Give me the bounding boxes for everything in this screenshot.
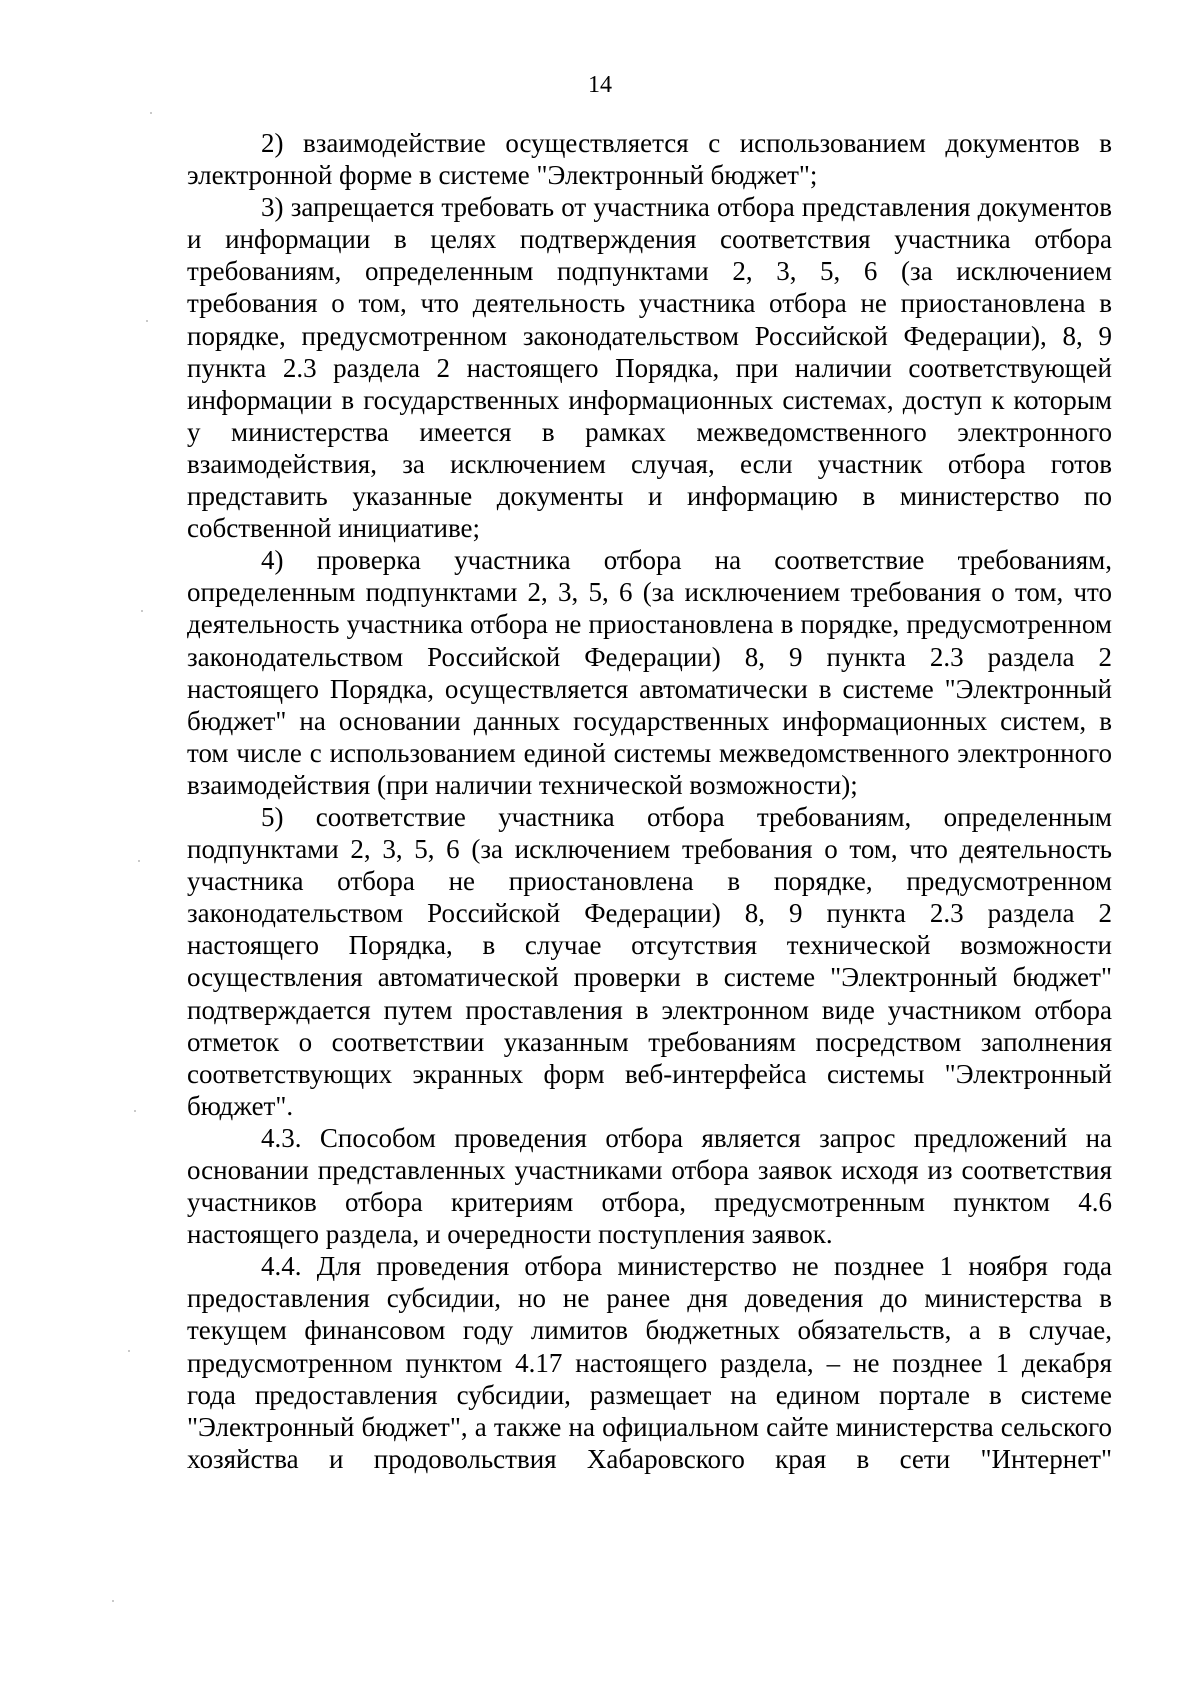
scan-artifact (112, 1600, 114, 1602)
paragraph-item-5: 5) соответствие участника отбора требованиям, определенным подпунктами 2, 3, 5, 6 (за исключением требования о том, что деятельность участника отбора не приостановлена в порядке, предусмотренном законодательством Российской Федерации) 8, 9 пункта 2.3 раздела 2 настоящего Порядка, в случае отсутствия технической возможности осуществления автоматической проверки в системе "Электронный бюджет" подтверждается путем проставления в электронном виде участником отбора отметок о соответствии указанным требованиям посредством заполнения соответствующих экранных форм веб-интерфейса системы "Электронный бюджет". (187, 801, 1112, 1121)
paragraph-item-3: 3) запрещается требовать от участника отбора представления документов и информации в целях подтверждения соответствия участника отбора требованиям, определенным подпунктами 2, 3, 5, 6 (за исключением требования о том, что деятельность участника отбора не приостановлена в порядке, предусмотренном законодательством Российской Федерации), 8, 9 пункта 2.3 раздела 2 настоящего Порядка, при наличии соответствующей информации в государственных информационных системах, доступ к которым у министерства имеется в рамках межведомственного электронного взаимодействия, за исключением случая, если участник отбора готов представить указанные документы и информацию в министерство по собственной инициативе; (187, 192, 1112, 544)
scan-artifact (138, 860, 140, 862)
scan-artifact (150, 112, 152, 114)
scan-artifact (141, 610, 143, 612)
paragraph-item-2: 2) взаимодействие осуществляется с использованием документов в электронной форме в системе "Электронный бюджет"; (187, 128, 1112, 191)
page-number: 14 (588, 72, 612, 98)
scan-artifact (146, 320, 148, 322)
paragraph-section-4-4: 4.4. Для проведения отбора министерство не позднее 1 ноября года предоставления субсидии, но не ранее дня доведения до министерства в текущем финансовом году лимитов бюджетных обязательств, а в случае, предусмотренном пунктом 4.17 настоящего раздела, – не позднее 1 декабря года предоставления субсидии, размещает на едином портале в системе "Электронный бюджет", а также на официальном сайте министерства сельского хозяйства и продовольствия Хабаровского края в сети "Интернет" (187, 1251, 1112, 1474)
scan-artifact (128, 1350, 130, 1352)
paragraph-item-4: 4) проверка участника отбора на соответствие требованиям, определенным подпунктами 2, 3, 5, 6 (за исключением требования о том, что деятельность участника отбора не приостановлена в порядке, предусмотренном законодательством Российской Федерации) 8, 9 пункта 2.3 раздела 2 настоящего Порядка, осуществляется автоматически в системе "Электронный бюджет" на основании данных государственных информационных систем, в том числе с использованием единой системы межведомственного электронного взаимодействия (при наличии технической возможности); (187, 545, 1112, 800)
paragraph-section-4-3: 4.3. Способом проведения отбора является запрос предложений на основании представленных участниками отбора заявок исходя из соответствия участников отбора критериям отбора, предусмотренным пунктом 4.6 настоящего раздела, и очередности поступления заявок. (187, 1122, 1112, 1250)
document-body (187, 127, 1112, 1475)
scan-artifact (134, 1110, 136, 1112)
